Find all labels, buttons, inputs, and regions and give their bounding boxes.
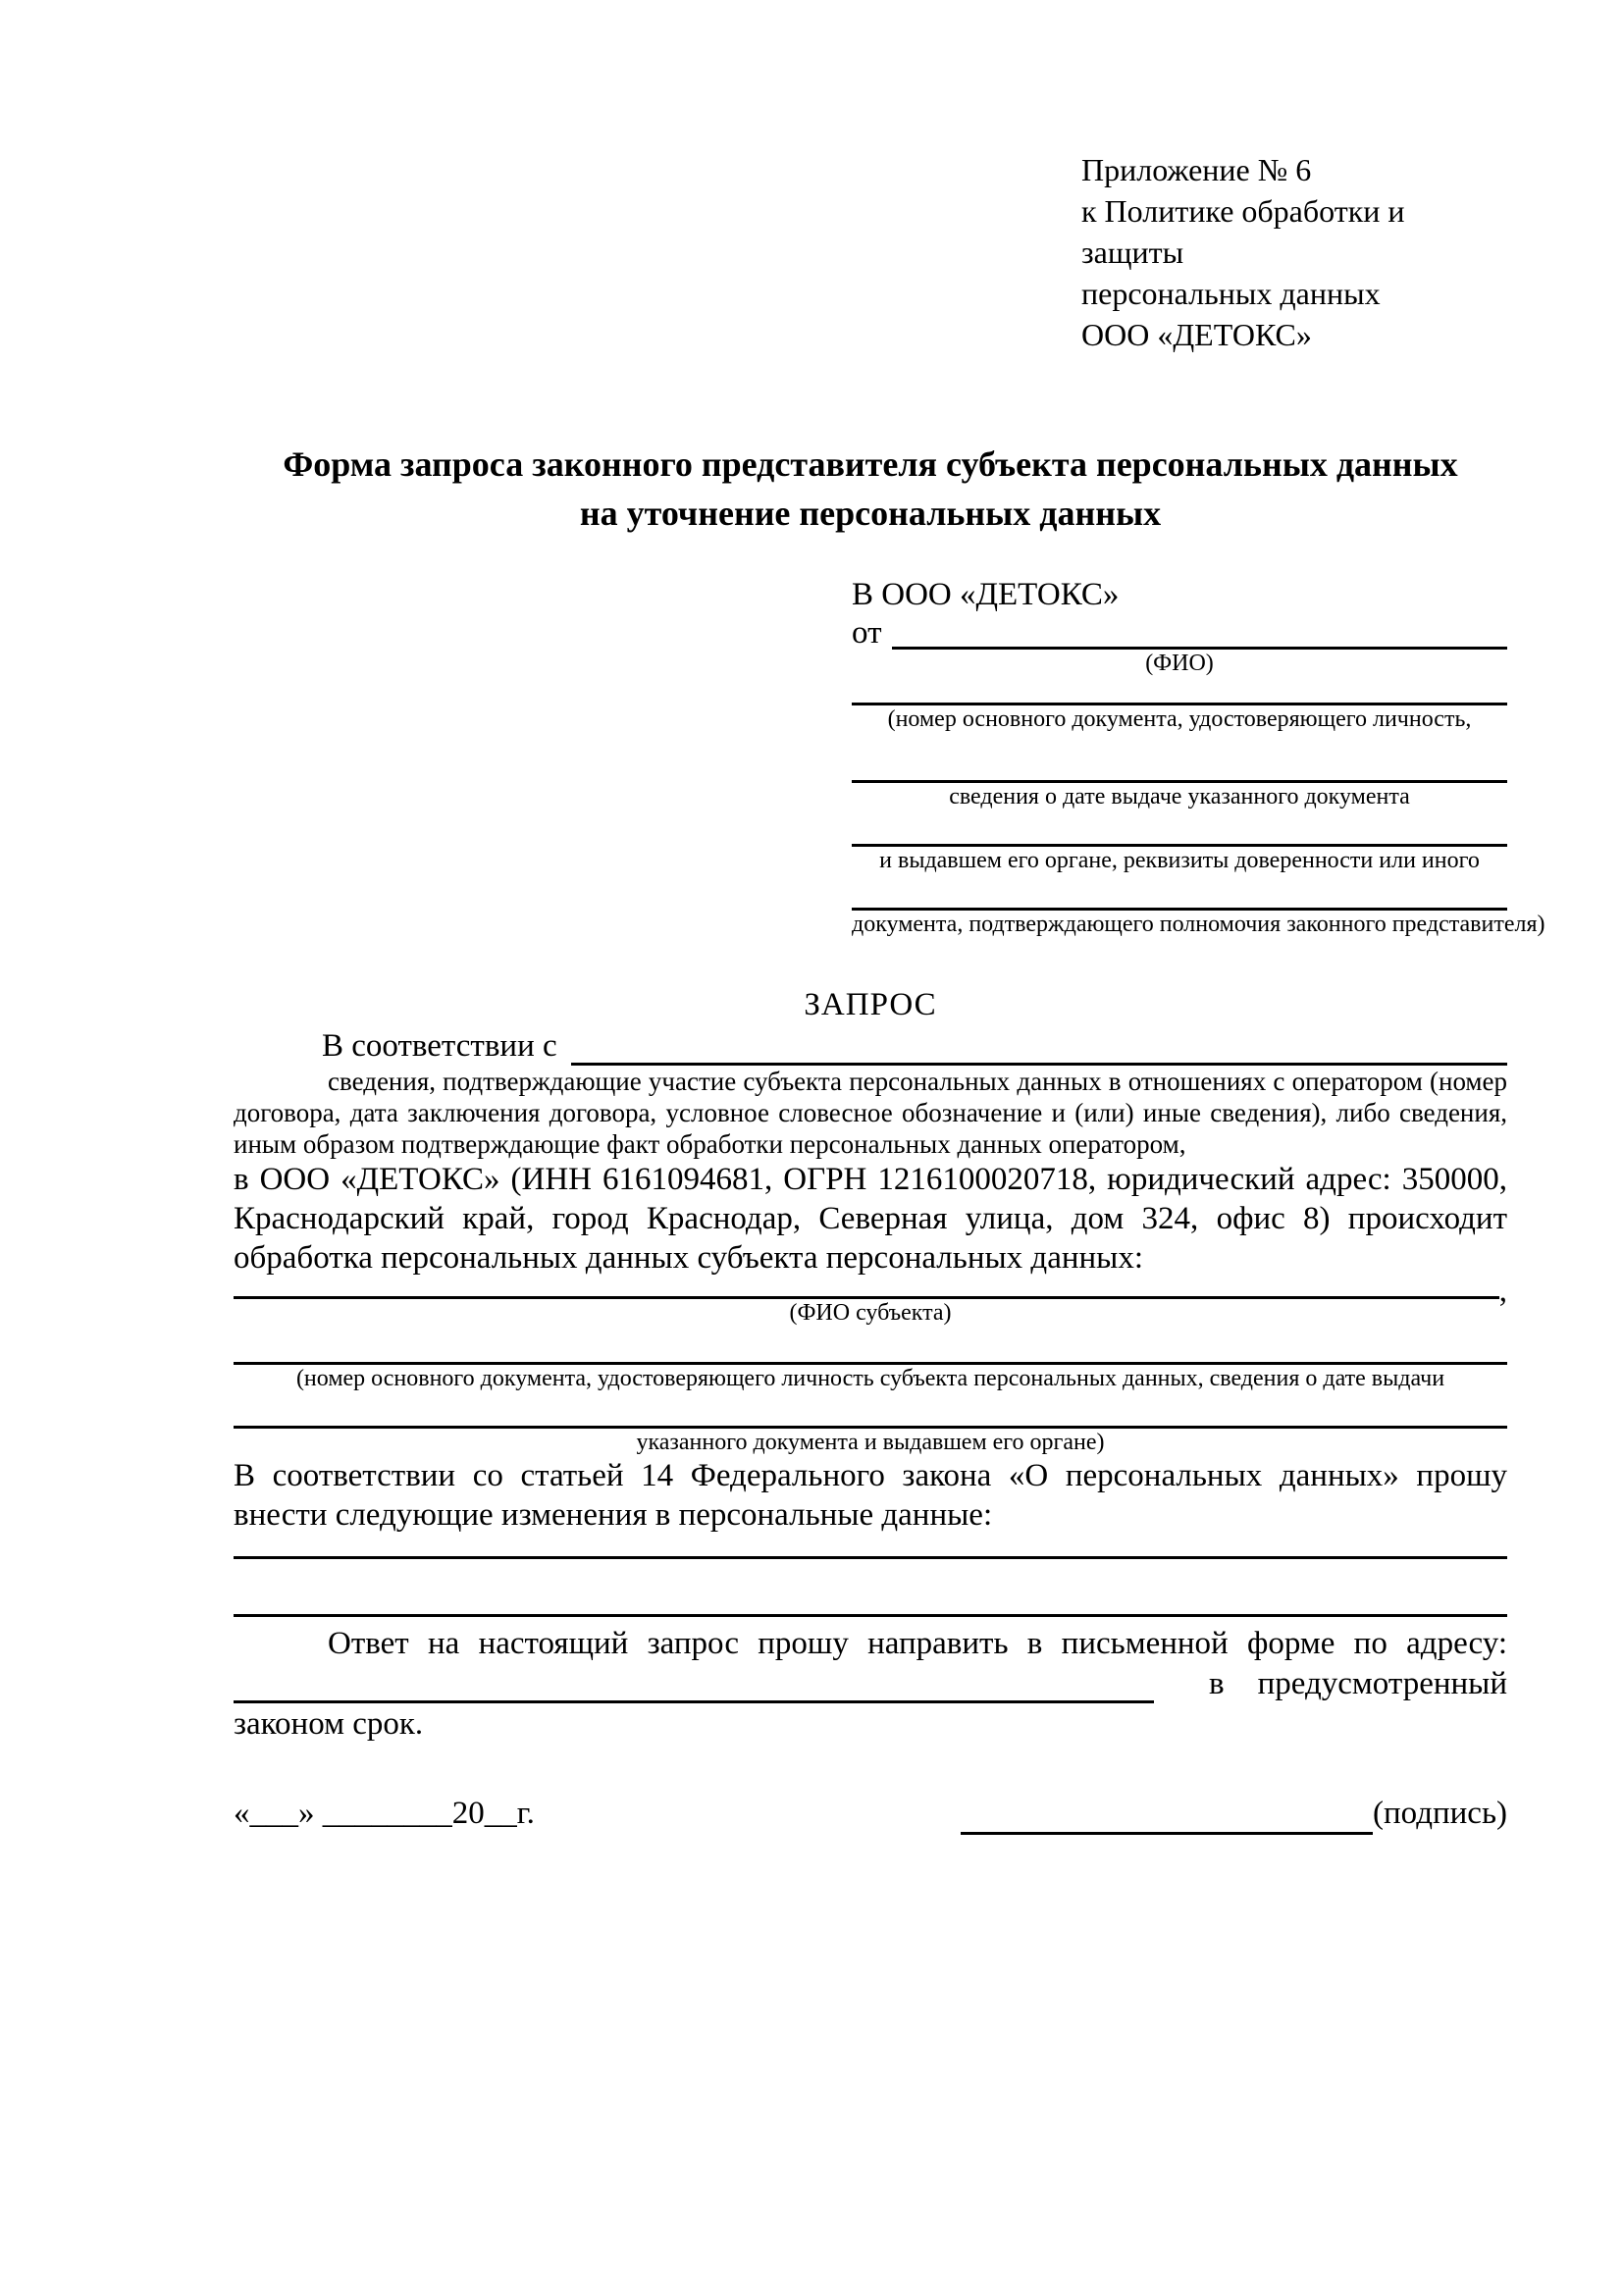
- appendix-policy-line1: к Политике обработки и защиты: [1081, 193, 1405, 270]
- representative-doc-blank-line: [852, 677, 1507, 705]
- appendix-header: [1081, 149, 1507, 355]
- signature-block: [961, 1792, 1507, 1835]
- subject-fio-row: [234, 1274, 1507, 1309]
- subject-doc-blank-line: [234, 1327, 1507, 1365]
- page-title-line2: на уточнение персональных данных: [579, 494, 1162, 533]
- page-title-line1: Форма запроса законного представителя субъекта персональных данных: [283, 444, 1458, 484]
- reply-word-v: в: [1209, 1666, 1225, 1701]
- subject-doc-blank-line: [234, 1392, 1507, 1429]
- fio-caption: (ФИО): [1145, 651, 1214, 676]
- signature-blank-line: [961, 1792, 1373, 1835]
- basis-blank-line: [571, 1026, 1507, 1066]
- basis-explanation: сведения, подтверждающие участие субъекта персональных данных в отношениях с оператором (номер договора, дата заключения договора, условное словесное обозначение и (или) иные сведения), либо сведения, иным образом подтверждающие факт обработки персональных данных оператором,: [234, 1067, 1507, 1159]
- basis-field-row: [234, 1026, 1507, 1066]
- law-paragraph: В соответствии со статьей 14 Федерального закона «О персональных данных» прошу внести следующие изменения в персональные данные:: [234, 1458, 1507, 1533]
- addressee-to: В ООО «ДЕТОКС»: [852, 577, 1120, 612]
- date-signature-row: [234, 1792, 1507, 1835]
- subject-fio-suffix: ,: [1498, 1274, 1507, 1309]
- representative-doc-blank-line: [852, 733, 1507, 783]
- subject-fio-blank-line: [234, 1278, 1499, 1299]
- from-label: от: [852, 615, 882, 651]
- reply-word-predusmotrennyi: предусмотренный: [1257, 1666, 1507, 1701]
- blank-line-caption: и выдавшем его органе, реквизиты доверенности или иного: [879, 848, 1480, 873]
- reply-sentence-line3: законом срок.: [234, 1706, 424, 1742]
- subject-doc-caption: (номер основного документа, удостоверяющего личность субъекта персональных данных, сведения о дате выдачи: [295, 1366, 1445, 1391]
- date-blank: «___» ________20__г.: [234, 1796, 535, 1831]
- address-blank-line: [234, 1664, 1154, 1703]
- signature-caption: (подпись): [1373, 1796, 1507, 1831]
- blank-line-caption: сведения о дате выдаче указанного документа: [949, 784, 1410, 809]
- subject-fio-caption: (ФИО субъекта): [789, 1300, 952, 1326]
- from-blank-line: [892, 616, 1508, 650]
- page-title: [234, 440, 1507, 538]
- reply-sentence-line1: Ответ на настоящий запрос прошу направить в письменной форме по адресу:: [328, 1626, 1507, 1661]
- addressee-block: [852, 573, 1545, 938]
- subject-doc-caption: указанного документа и выдавшем его органе): [636, 1430, 1105, 1455]
- changes-blank-line: [234, 1559, 1507, 1617]
- appendix-policy-line2: персональных данных: [1081, 276, 1381, 311]
- basis-label: В соответствии с: [322, 1028, 557, 1064]
- request-heading: ЗАПРОС: [804, 987, 937, 1022]
- blank-line-caption: документа, подтверждающего полномочия законного представителя): [852, 912, 1545, 937]
- operator-paragraph: в ООО «ДЕТОКС» (ИНН 6161094681, ОГРН 1216100020718, юридический адрес: 350000, Краснодарский край, город Краснодар, Северная улица, дом 324, офис 8) происходит обработка персональных данных субъекта персональных данных:: [234, 1162, 1507, 1276]
- from-field-row: [852, 616, 1507, 650]
- appendix-number: Приложение № 6: [1081, 152, 1312, 187]
- blank-line-caption: (номер основного документа, удостоверяющего личность,: [887, 706, 1472, 732]
- representative-doc-blank-line: [852, 874, 1507, 911]
- changes-blank-line: [234, 1535, 1507, 1559]
- reply-address-row: [234, 1664, 1507, 1703]
- appendix-company: ООО «ДЕТОКС»: [1081, 317, 1312, 352]
- representative-doc-blank-line: [852, 810, 1507, 847]
- document-content: [0, 149, 1623, 1835]
